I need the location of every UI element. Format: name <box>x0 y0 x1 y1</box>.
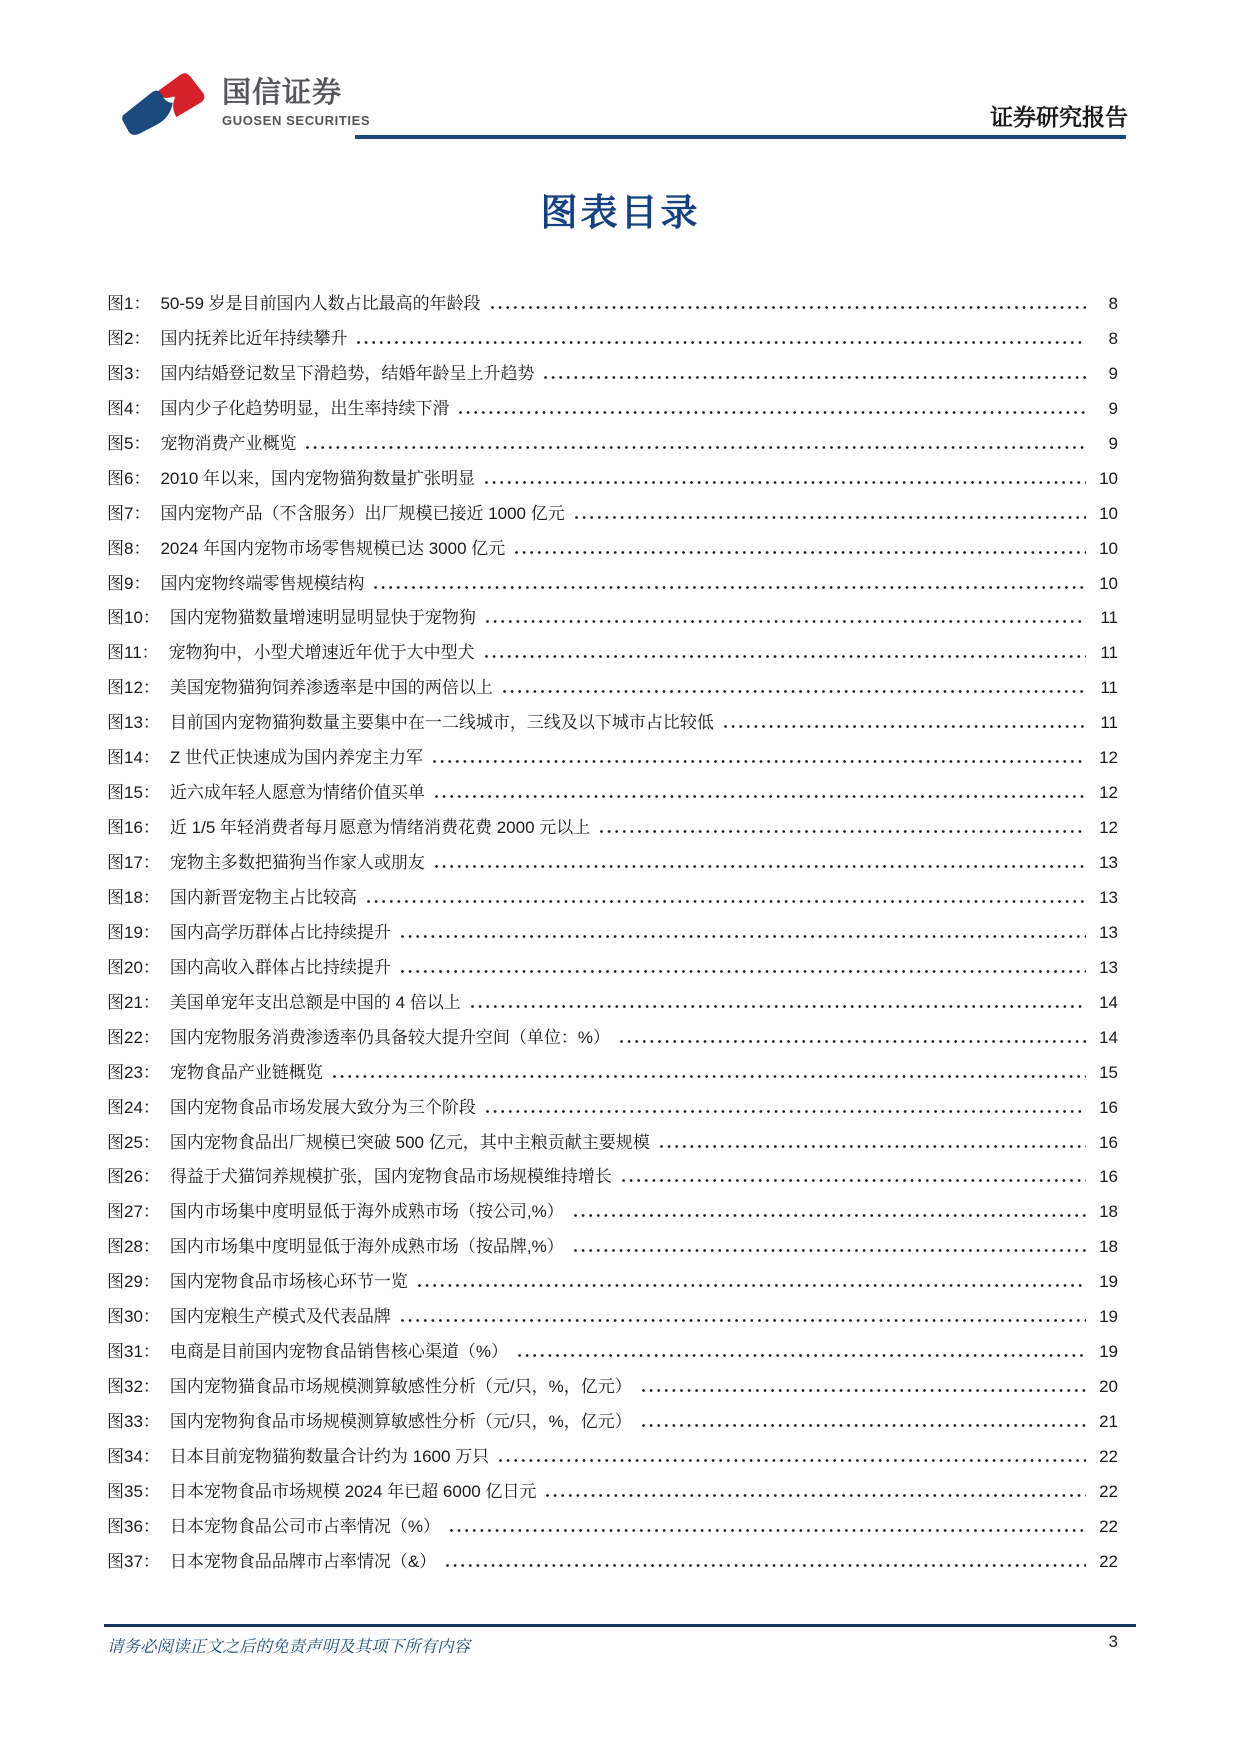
figure-page: 11 <box>1100 608 1118 628</box>
figure-label: 图34： <box>107 1446 160 1466</box>
dot-leader <box>401 1319 1086 1322</box>
figure-label: 图23： <box>107 1062 160 1082</box>
dot-leader <box>459 411 1086 414</box>
figure-page: 11 <box>1100 643 1118 663</box>
toc-entry <box>107 427 1118 462</box>
figure-title: 日本目前宠物猫狗数量合计约为 1600 万只 <box>169 1446 490 1466</box>
dot-leader <box>660 1145 1086 1148</box>
figure-label: 图4： <box>107 398 151 418</box>
figure-title: 宠物食品产业链概览 <box>169 1062 323 1082</box>
figure-page: 9 <box>1108 363 1118 383</box>
figure-page: 11 <box>1100 678 1118 698</box>
figure-title: 50-59 岁是目前国内人数占比最高的年龄段 <box>160 294 481 313</box>
figure-page: 19 <box>1099 1272 1118 1292</box>
figure-title: 国内宠物终端零售规模结构 <box>160 573 365 593</box>
toc-entry <box>107 287 1118 322</box>
dot-leader <box>374 586 1086 589</box>
toc-entry <box>107 1405 1118 1440</box>
toc-list <box>107 287 1118 1580</box>
dot-leader <box>333 1075 1086 1078</box>
toc-entry <box>107 1091 1118 1126</box>
toc-entry <box>107 1545 1118 1580</box>
figure-label: 图18： <box>107 887 160 907</box>
brand-logo <box>120 70 370 136</box>
figure-title: 国内宠物食品市场发展大致分为三个阶段 <box>169 1097 476 1117</box>
figure-title: 国内高学历群体占比持续提升 <box>169 922 391 942</box>
figure-label: 图11： <box>107 643 159 663</box>
figure-page: 9 <box>1108 433 1118 453</box>
dot-leader <box>642 1389 1086 1392</box>
figure-label: 图14： <box>107 748 160 768</box>
figure-label: 图31： <box>107 1342 160 1362</box>
dot-leader <box>306 446 1086 449</box>
dot-leader <box>486 620 1086 623</box>
figure-page: 11 <box>1100 713 1118 733</box>
toc-entry <box>107 1300 1118 1335</box>
figure-title: 宠物消费产业概览 <box>160 433 297 453</box>
figure-title: 国内抚养比近年持续攀升 <box>160 328 348 348</box>
toc-entry <box>107 951 1118 986</box>
toc-entry <box>107 1335 1118 1370</box>
toc-entry <box>107 532 1118 567</box>
figure-label: 图1： <box>107 294 151 313</box>
toc-entry <box>107 741 1118 776</box>
figure-page: 10 <box>1099 573 1118 593</box>
figure-label: 图37： <box>107 1551 160 1571</box>
toc-entry <box>107 846 1118 881</box>
figure-page: 10 <box>1099 538 1118 558</box>
toc-entry <box>107 1475 1118 1510</box>
figure-title: 国内宠粮生产模式及代表品牌 <box>169 1307 391 1327</box>
dot-leader <box>491 306 1086 309</box>
toc-entry <box>107 462 1118 497</box>
dot-leader <box>485 655 1086 658</box>
figure-label: 图25： <box>107 1132 160 1152</box>
dot-leader <box>515 551 1086 554</box>
toc-entry <box>107 1021 1118 1056</box>
toc-entry <box>107 601 1118 636</box>
dot-leader <box>574 1214 1086 1217</box>
dot-leader <box>435 865 1086 868</box>
figure-label: 图12： <box>107 678 160 698</box>
figure-title: 美国宠物猫狗饲养渗透率是中国的两倍以上 <box>169 678 493 698</box>
toc-entry <box>107 1230 1118 1265</box>
figure-page: 12 <box>1099 748 1118 768</box>
brand-text <box>222 78 370 128</box>
brand-name-cn: 国信证券 <box>222 77 343 110</box>
figure-label: 图19： <box>107 922 160 942</box>
figure-page: 14 <box>1099 1027 1118 1047</box>
toc-entry <box>107 1195 1118 1230</box>
toc-entry <box>107 811 1118 846</box>
header-divider <box>355 135 1126 139</box>
toc-entry <box>107 1370 1118 1405</box>
dot-leader <box>600 830 1086 833</box>
dot-leader <box>642 1424 1086 1427</box>
figure-title: 目前国内宠物猫狗数量主要集中在一二线城市，三线及以下城市占比较低 <box>169 713 714 733</box>
brand-name-en: GUOSEN SECURITIES <box>222 112 371 128</box>
figure-page: 13 <box>1099 887 1118 907</box>
figure-title: 国内结婚登记数呈下滑趋势，结婚年龄呈上升趋势 <box>160 363 535 383</box>
figure-label: 图20： <box>107 957 160 977</box>
dot-leader <box>622 1179 1086 1182</box>
report-type-label: 证券研究报告 <box>990 104 1128 130</box>
figure-title: 国内少子化趋势明显，出生率持续下滑 <box>160 398 450 418</box>
figure-title: 美国单宠年支出总额是中国的 4 倍以上 <box>169 992 461 1012</box>
dot-leader <box>724 725 1086 728</box>
dot-leader <box>435 795 1086 798</box>
toc-entry <box>107 671 1118 706</box>
figure-page: 13 <box>1099 922 1118 942</box>
figure-page: 18 <box>1099 1202 1118 1222</box>
dot-leader <box>433 760 1086 763</box>
figure-title: 2010 年以来，国内宠物猫狗数量扩张明显 <box>160 468 476 488</box>
figure-page: 19 <box>1099 1307 1118 1327</box>
figure-label: 图33： <box>107 1412 160 1431</box>
figure-page: 8 <box>1108 328 1118 348</box>
figure-label: 图5： <box>107 433 151 453</box>
figure-label: 图3： <box>107 363 151 383</box>
figure-label: 图26： <box>107 1167 160 1187</box>
figure-label: 图13： <box>107 713 160 733</box>
figure-title: 国内高收入群体占比持续提升 <box>169 957 391 977</box>
figure-page: 22 <box>1099 1481 1118 1501</box>
figure-title: 日本宠物食品品牌市占率情况（&） <box>169 1551 437 1571</box>
toc-entry <box>107 1056 1118 1091</box>
toc-entry <box>107 1126 1118 1161</box>
figure-label: 图2： <box>107 328 151 348</box>
dot-leader <box>418 1284 1086 1287</box>
figure-label: 图7： <box>107 503 151 523</box>
figure-page: 21 <box>1099 1412 1118 1431</box>
figure-label: 图30： <box>107 1307 160 1327</box>
dot-leader <box>503 690 1086 693</box>
figure-page: 22 <box>1099 1516 1118 1536</box>
toc-entry <box>107 357 1118 392</box>
figure-label: 图36： <box>107 1516 160 1536</box>
figure-title: 国内宠物猫数量增速明显明显快于宠物狗 <box>169 608 476 628</box>
toc-entry <box>107 636 1118 671</box>
dot-leader <box>486 1110 1086 1113</box>
toc-entry <box>107 1440 1118 1475</box>
dot-leader <box>574 1249 1086 1252</box>
dot-leader <box>401 935 1086 938</box>
figure-title: 日本宠物食品公司市占率情况（%） <box>169 1516 441 1536</box>
figure-page: 22 <box>1099 1446 1118 1466</box>
figure-title: 国内市场集中度明显低于海外成熟市场（按公司,%） <box>169 1202 564 1222</box>
dot-leader <box>401 970 1086 973</box>
toc-entry <box>107 1265 1118 1300</box>
figure-label: 图28： <box>107 1237 160 1257</box>
figure-title: 电商是目前国内宠物食品销售核心渠道（%） <box>169 1342 509 1362</box>
figure-page: 9 <box>1108 398 1118 418</box>
figure-title: 宠物主多数把猫狗当作家人或朋友 <box>169 853 425 872</box>
footer-disclaimer: 请务必阅读正文之后的免责声明及其项下所有内容 <box>107 1638 470 1656</box>
figure-title: 国内宠物食品出厂规模已突破 500 亿元，其中主粮贡献主要规模 <box>169 1132 650 1152</box>
figure-title: 国内新晋宠物主占比较高 <box>169 887 357 907</box>
figure-page: 8 <box>1108 294 1118 313</box>
figure-title: Z 世代正快速成为国内养宠主力军 <box>169 748 424 768</box>
toc-entry <box>107 497 1118 532</box>
figure-page: 19 <box>1099 1342 1118 1362</box>
figure-page: 13 <box>1099 853 1118 872</box>
figure-page: 16 <box>1099 1167 1118 1187</box>
page-title: 图表目录 <box>540 192 701 233</box>
toc-entry <box>107 776 1118 811</box>
toc-entry <box>107 916 1118 951</box>
figure-page: 12 <box>1099 783 1118 803</box>
figure-title: 国内宠物食品市场核心环节一览 <box>169 1272 408 1292</box>
figure-page: 20 <box>1099 1377 1118 1397</box>
figure-label: 图29： <box>107 1272 160 1292</box>
figure-label: 图16： <box>107 818 160 838</box>
dot-leader <box>499 1459 1086 1462</box>
figure-page: 13 <box>1099 957 1118 977</box>
figure-label: 图10： <box>107 608 160 628</box>
figure-title: 国内宠物猫食品市场规模测算敏感性分析（元/只，%，亿元） <box>169 1377 632 1397</box>
toc-entry <box>107 881 1118 916</box>
figure-title: 宠物狗中，小型犬增速近年优于大中型犬 <box>168 643 475 663</box>
figure-label: 图6： <box>107 468 151 488</box>
figure-title: 国内宠物产品（不含服务）出厂规模已接近 1000 亿元 <box>160 503 565 523</box>
figure-page: 15 <box>1099 1062 1118 1082</box>
figure-page: 12 <box>1099 818 1118 838</box>
dot-leader <box>367 900 1086 903</box>
dot-leader <box>620 1040 1086 1043</box>
dot-leader <box>518 1354 1086 1357</box>
figure-title: 国内宠物服务消费渗透率仍具备较大提升空间（单位：%） <box>169 1027 611 1047</box>
toc-entry <box>107 986 1118 1021</box>
dot-leader <box>485 481 1086 484</box>
figure-page: 22 <box>1099 1551 1118 1571</box>
toc-entry <box>107 567 1118 602</box>
footer-page-number: 3 <box>1108 1632 1118 1651</box>
figure-label: 图17： <box>107 853 160 872</box>
figure-label: 图9： <box>107 573 151 593</box>
figure-page: 14 <box>1099 992 1118 1012</box>
figure-page: 16 <box>1099 1132 1118 1152</box>
figure-page: 16 <box>1099 1097 1118 1117</box>
dot-leader <box>544 376 1086 379</box>
figure-label: 图15： <box>107 783 160 803</box>
figure-page: 10 <box>1099 468 1118 488</box>
figure-label: 图22： <box>107 1027 160 1047</box>
figure-title: 2024 年国内宠物市场零售规模已达 3000 亿元 <box>160 538 506 558</box>
toc-entry <box>107 322 1118 357</box>
figure-label: 图21： <box>107 992 160 1012</box>
toc-entry <box>107 392 1118 427</box>
dot-leader <box>450 1529 1086 1532</box>
figure-title: 近六成年轻人愿意为情绪价值买单 <box>169 783 425 803</box>
figure-label: 图32： <box>107 1377 160 1397</box>
figure-label: 图24： <box>107 1097 160 1117</box>
figure-title: 得益于犬猫饲养规模扩张，国内宠物食品市场规模维持增长 <box>169 1167 612 1187</box>
figure-title: 国内宠物狗食品市场规模测算敏感性分析（元/只，%，亿元） <box>169 1412 632 1431</box>
guosen-logo-icon <box>120 70 208 136</box>
dot-leader <box>357 341 1086 344</box>
dot-leader <box>575 516 1086 519</box>
figure-label: 图27： <box>107 1202 160 1222</box>
figure-title: 国内市场集中度明显低于海外成熟市场（按品牌,%） <box>169 1237 564 1257</box>
figure-label: 图35： <box>107 1481 160 1501</box>
toc-entry <box>107 1160 1118 1195</box>
figure-title: 近 1/5 年轻消费者每月愿意为情绪消费花费 2000 元以上 <box>169 818 591 838</box>
figure-title: 日本宠物食品市场规模 2024 年已超 6000 亿日元 <box>169 1481 537 1501</box>
dot-leader <box>446 1564 1086 1567</box>
toc-entry <box>107 1510 1118 1545</box>
dot-leader <box>546 1494 1086 1497</box>
figure-page: 10 <box>1099 503 1118 523</box>
figure-label: 图8： <box>107 538 151 558</box>
toc-entry <box>107 706 1118 741</box>
dot-leader <box>471 1005 1086 1008</box>
figure-page: 18 <box>1099 1237 1118 1257</box>
footer-divider <box>104 1624 1136 1627</box>
